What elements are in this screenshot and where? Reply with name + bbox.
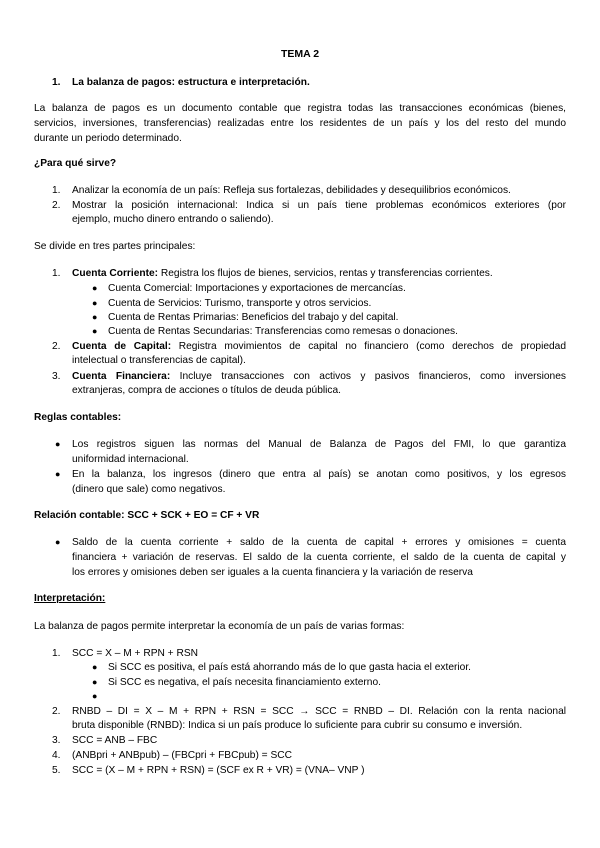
intro-line: durante un periodo determinado. [34, 133, 182, 144]
list-item: Mostrar la posición internacional: Indica si un país tiene problemas económicos exteriores (por [72, 200, 566, 211]
formula-continuation: bruta disponible (RNBD): Indica si un país produce lo suficiente para cubrir su consumo e inversión. [72, 720, 523, 731]
sub-item: Cuenta de Rentas Secundarias: Transferencias como remesas o donaciones. [108, 326, 458, 337]
heading-number: 1. [52, 77, 61, 88]
bullet-icon: ● [92, 283, 98, 293]
term-label: Cuenta Financiera: [72, 371, 171, 382]
list-number: 3. [52, 735, 61, 746]
formula: SCC = (X – M + RPN + RSN) = (SCF ex R + VR) = (VNA– VNP ) [72, 765, 365, 776]
list-number: 5. [52, 765, 61, 776]
list-number: 1. [52, 185, 61, 196]
list-number: 2. [52, 200, 61, 211]
list-item-current-account [72, 267, 493, 280]
list-number: 2. [52, 706, 61, 717]
sub-item: Cuenta Comercial: Importaciones y exportaciones de mercancías. [108, 283, 406, 294]
purpose-heading: ¿Para qué sirve? [34, 158, 117, 169]
list-item-financial-account [72, 370, 566, 383]
rule-item: (dinero que sale) como negativos. [72, 484, 226, 495]
list-number: 4. [52, 750, 61, 761]
list-item-capital-account [72, 340, 566, 353]
relation-heading: Relación contable: SCC + SCK + EO = CF + VR [34, 510, 260, 521]
sub-item: Si SCC es positiva, el país está ahorrando más de lo que gasta hacia el exterior. [108, 662, 471, 673]
section-heading: La balanza de pagos: estructura e interpretación. [72, 77, 310, 88]
relation-text: los errores y omisiones deben ser iguales a la cuenta financiera y la variación de reserva [72, 567, 473, 578]
formula: SCC = ANB – FBC [72, 735, 158, 746]
rules-heading: Reglas contables: [34, 412, 122, 423]
rule-item: uniformidad internacional. [72, 454, 189, 465]
list-number: 1. [52, 648, 61, 659]
rule-item: Los registros siguen las normas del Manual de Balanza de Pagos del FMI, lo que garantiza [72, 439, 566, 450]
bullet-icon: ● [92, 677, 98, 687]
list-item: ejemplo, mucho dinero entrando o saliendo). [72, 214, 274, 225]
list-item-continuation: extranjeras, compra de acciones o títulos de deuda pública. [72, 385, 341, 396]
term-label: Cuenta Corriente: [72, 268, 159, 279]
term-text: Registra movimientos de capital no financiero (como derechos de propiedad [171, 341, 566, 352]
bullet-icon: ● [92, 298, 98, 308]
page-title: TEMA 2 [280, 48, 320, 60]
bullet-icon: ● [92, 662, 98, 672]
rule-item: En la balanza, los ingresos (dinero que entra al país) se anotan como positivos, y los egresos [72, 469, 566, 480]
term-text: Incluye transacciones con activos y pasivos financieros, como inversiones [170, 371, 566, 382]
formula: SCC = X – M + RPN + RSN [72, 648, 198, 659]
relation-text: financiera + variación de reservas. El saldo de la cuenta corriente, el saldo de la cuenta de capital y [72, 552, 566, 563]
bullet-icon: ● [92, 326, 98, 336]
bullet-icon: ● [55, 537, 61, 547]
sub-item: Cuenta de Rentas Primarias: Beneficios del trabajo y del capital. [108, 312, 399, 323]
term-text: Registra los flujos de bienes, servicios, rentas y transferencias corrientes. [158, 268, 493, 279]
bullet-icon: ● [55, 439, 61, 449]
bullet-icon: ● [92, 691, 98, 701]
term-label: Cuenta de Capital: [72, 341, 172, 352]
list-number: 3. [52, 371, 61, 382]
sub-item: Cuenta de Servicios: Turismo, transporte y otros servicios. [108, 298, 372, 309]
list-number: 2. [52, 341, 61, 352]
intro-line: servicios, inversiones, transferencias) realizadas entre los residentes de un país y los del resto del mundo [34, 118, 566, 129]
list-number: 1. [52, 268, 61, 279]
list-item: Analizar la economía de un país: Refleja sus fortalezas, debilidades y desequilibrios económicos. [72, 185, 511, 196]
sub-item: Si SCC es negativa, el país necesita financiamiento externo. [108, 677, 381, 688]
list-item-continuation: intelectual o transferencias de capital). [72, 355, 246, 366]
intro-line: La balanza de pagos es un documento contable que registra todas las transacciones económicas (bienes, [34, 103, 566, 114]
formula: (ANBpri + ANBpub) – (FBCpri + FBCpub) = SCC [72, 750, 292, 761]
formula: RNBD – DI = X – M + RPN + RSN = SCC → SCC = RNBD – DI. Relación con la renta nacional [72, 706, 566, 717]
parts-intro: Se divide en tres partes principales: [34, 241, 196, 252]
bullet-icon: ● [92, 312, 98, 322]
interpretation-intro: La balanza de pagos permite interpretar la economía de un país de varias formas: [34, 621, 405, 632]
interpretation-heading: Interpretación: [34, 593, 106, 604]
bullet-icon: ● [55, 469, 61, 479]
relation-text: Saldo de la cuenta corriente + saldo de la cuenta de capital + errores y omisiones = cuenta [72, 537, 566, 548]
